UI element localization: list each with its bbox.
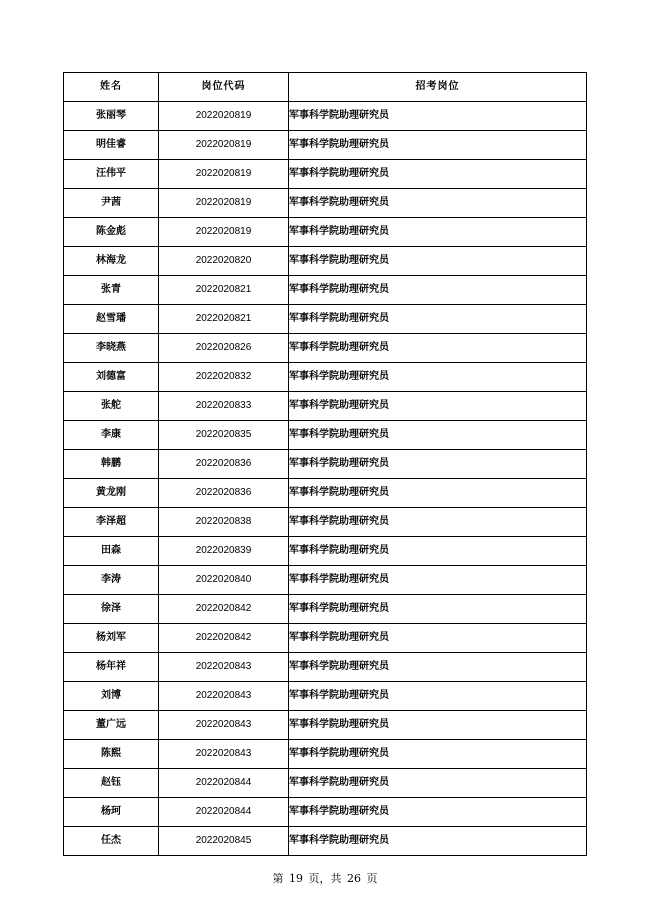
cell-post-code: 2022020838 [159,508,289,537]
table-row [64,508,587,537]
cell-post-code: 2022020835 [159,421,289,450]
table-body [64,102,587,856]
cell-post-code: 2022020821 [159,305,289,334]
table-row [64,160,587,189]
table-row [64,711,587,740]
cell-name: 明佳睿 [64,131,159,160]
cell-post-title: 军事科学院助理研究员 [289,711,587,740]
cell-post-code: 2022020833 [159,392,289,421]
cell-post-code: 2022020836 [159,450,289,479]
cell-post-title: 军事科学院助理研究员 [289,740,587,769]
table-row [64,102,587,131]
cell-name: 李涛 [64,566,159,595]
cell-post-title: 军事科学院助理研究员 [289,595,587,624]
cell-post-title: 军事科学院助理研究员 [289,653,587,682]
cell-post-code: 2022020843 [159,740,289,769]
cell-post-title: 军事科学院助理研究员 [289,131,587,160]
cell-name: 赵雪璠 [64,305,159,334]
table-row [64,566,587,595]
table-row [64,450,587,479]
header-post-code: 岗位代码 [159,73,289,102]
cell-post-code: 2022020819 [159,218,289,247]
cell-name: 杨珂 [64,798,159,827]
header-post-title: 招考岗位 [289,73,587,102]
cell-post-title: 军事科学院助理研究员 [289,247,587,276]
table-header-row [64,73,587,102]
cell-name: 杨年祥 [64,653,159,682]
cell-post-title: 军事科学院助理研究员 [289,566,587,595]
table-row [64,276,587,305]
table-row [64,798,587,827]
table-row [64,421,587,450]
cell-post-title: 军事科学院助理研究员 [289,334,587,363]
cell-post-title: 军事科学院助理研究员 [289,102,587,131]
cell-post-title: 军事科学院助理研究员 [289,392,587,421]
cell-post-code: 2022020820 [159,247,289,276]
cell-name: 黄龙刚 [64,479,159,508]
cell-post-title: 军事科学院助理研究员 [289,160,587,189]
table-row [64,624,587,653]
cell-post-title: 军事科学院助理研究员 [289,276,587,305]
cell-post-code: 2022020819 [159,160,289,189]
cell-post-code: 2022020843 [159,711,289,740]
cell-name: 赵钰 [64,769,159,798]
table-row [64,334,587,363]
cell-name: 李康 [64,421,159,450]
cell-post-title: 军事科学院助理研究员 [289,305,587,334]
cell-name: 汪伟平 [64,160,159,189]
cell-name: 李泽超 [64,508,159,537]
header-name: 姓名 [64,73,159,102]
cell-post-title: 军事科学院助理研究员 [289,769,587,798]
table-row [64,827,587,856]
table-row [64,769,587,798]
cell-post-code: 2022020836 [159,479,289,508]
cell-name: 董广远 [64,711,159,740]
table-row [64,131,587,160]
cell-name: 陈金彪 [64,218,159,247]
cell-post-title: 军事科学院助理研究员 [289,827,587,856]
cell-post-code: 2022020842 [159,624,289,653]
cell-name: 陈熙 [64,740,159,769]
table-row [64,247,587,276]
cell-name: 张丽琴 [64,102,159,131]
cell-post-title: 军事科学院助理研究员 [289,537,587,566]
table-row [64,740,587,769]
cell-post-title: 军事科学院助理研究员 [289,218,587,247]
page-footer: 第 19 页，共 26 页 [272,872,378,885]
table-row [64,305,587,334]
cell-post-title: 军事科学院助理研究员 [289,363,587,392]
cell-name: 张青 [64,276,159,305]
cell-post-code: 2022020832 [159,363,289,392]
cell-name: 任杰 [64,827,159,856]
cell-name: 杨刘军 [64,624,159,653]
cell-name: 刘德富 [64,363,159,392]
cell-name: 田森 [64,537,159,566]
table-row [64,479,587,508]
cell-post-code: 2022020843 [159,653,289,682]
table-row [64,537,587,566]
cell-post-title: 军事科学院助理研究员 [289,421,587,450]
table-row [64,653,587,682]
table-row [64,189,587,218]
table-row [64,595,587,624]
cell-post-code: 2022020819 [159,102,289,131]
cell-post-title: 军事科学院助理研究员 [289,450,587,479]
cell-post-code: 2022020821 [159,276,289,305]
cell-post-code: 2022020843 [159,682,289,711]
cell-post-code: 2022020826 [159,334,289,363]
cell-name: 徐泽 [64,595,159,624]
table-row [64,363,587,392]
cell-post-code: 2022020844 [159,769,289,798]
cell-name: 韩鹏 [64,450,159,479]
cell-post-code: 2022020844 [159,798,289,827]
cell-post-title: 军事科学院助理研究员 [289,189,587,218]
cell-name: 林海龙 [64,247,159,276]
cell-name: 尹茜 [64,189,159,218]
table-row [64,218,587,247]
cell-name: 李晓燕 [64,334,159,363]
cell-post-title: 军事科学院助理研究员 [289,798,587,827]
cell-post-code: 2022020840 [159,566,289,595]
cell-name: 刘博 [64,682,159,711]
table-row [64,682,587,711]
cell-post-title: 军事科学院助理研究员 [289,479,587,508]
cell-post-code: 2022020819 [159,131,289,160]
cell-post-title: 军事科学院助理研究员 [289,624,587,653]
candidate-table [63,72,587,856]
cell-post-code: 2022020839 [159,537,289,566]
cell-name: 张舵 [64,392,159,421]
cell-post-title: 军事科学院助理研究员 [289,682,587,711]
cell-post-code: 2022020842 [159,595,289,624]
cell-post-code: 2022020845 [159,827,289,856]
cell-post-code: 2022020819 [159,189,289,218]
cell-post-title: 军事科学院助理研究员 [289,508,587,537]
table-row [64,392,587,421]
